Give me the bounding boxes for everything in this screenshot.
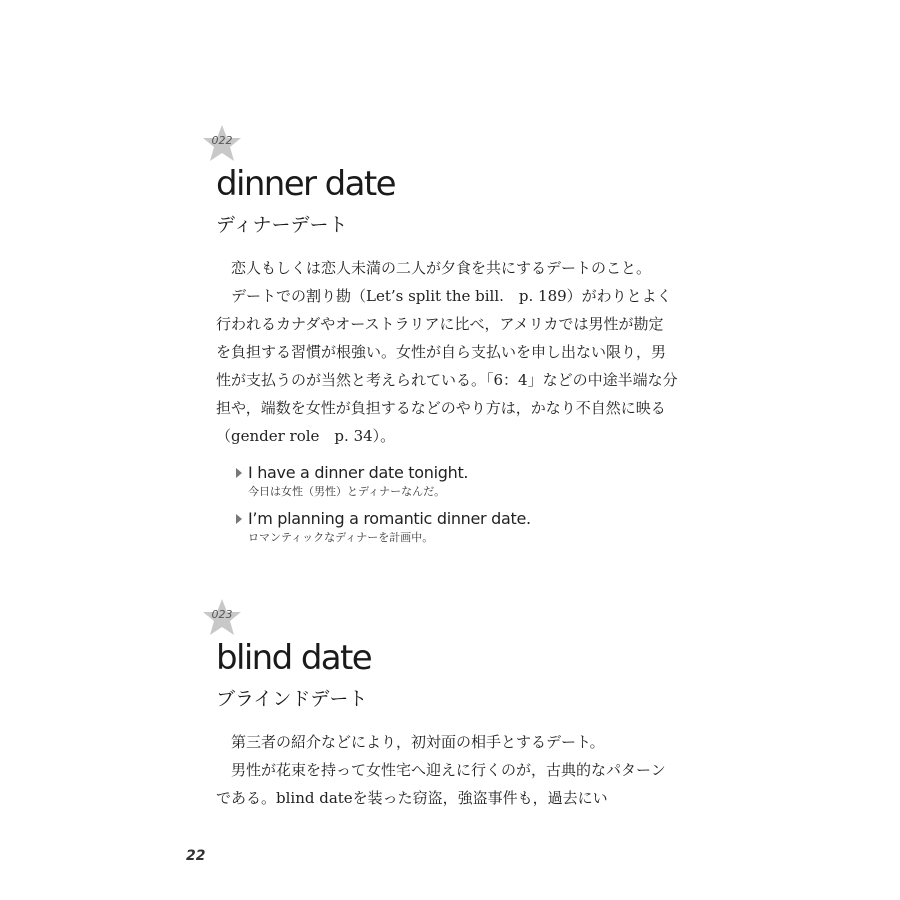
entry-number-badge xyxy=(202,124,242,162)
example-item xyxy=(236,508,676,546)
example-english: I have a dinner date tonight. xyxy=(248,463,469,482)
body-paragraph: 第三者の紹介などにより，初対面の相手とするデート。 xyxy=(231,733,605,751)
example-list xyxy=(236,462,676,554)
triangle-bullet-icon xyxy=(236,514,242,524)
headword-reading: ブラインドデート xyxy=(216,688,368,710)
entry-number: 022 xyxy=(211,134,233,147)
example-english: I’m planning a romantic dinner date. xyxy=(248,509,531,528)
headword: blind date xyxy=(216,638,372,678)
entry-number: 023 xyxy=(211,608,233,621)
example-japanese: 今日は女性（男性）とディナーなんだ。 xyxy=(248,485,446,498)
body-paragraph: デートでの割り勘（Let’s split the bill. p. 189）がわりとよく行われるカナダやオーストラリアに比べ，アメリカでは男性が勘定を負担する習慣が根強い。女性が自ら支払いを申し出ない限り，男性が支払うのが当然と考えられている。「6：4」などの中途半端な分担や，端数を女性が負担するなどのやり方は，かなり不自然に映る（gender role p. 34）。 xyxy=(216,287,678,445)
entry-body xyxy=(216,254,678,450)
triangle-bullet-icon xyxy=(236,468,242,478)
example-japanese: ロマンティックなディナーを計画中。 xyxy=(248,531,434,544)
example-item xyxy=(236,462,676,500)
body-paragraph: 男性が花束を持って女性宅へ迎えに行くのが，古典的なパターンである。blind dateを装った窃盗，強盗事件も，過去にい xyxy=(216,761,666,807)
body-paragraph: 恋人もしくは恋人未満の二人が夕食を共にするデートのこと。 xyxy=(231,259,652,277)
headword: dinner date xyxy=(216,164,395,204)
headword-reading: ディナーデート xyxy=(216,214,348,236)
entry-number-badge xyxy=(202,598,242,636)
page-number: 22 xyxy=(186,848,206,864)
entry-body xyxy=(216,728,678,812)
